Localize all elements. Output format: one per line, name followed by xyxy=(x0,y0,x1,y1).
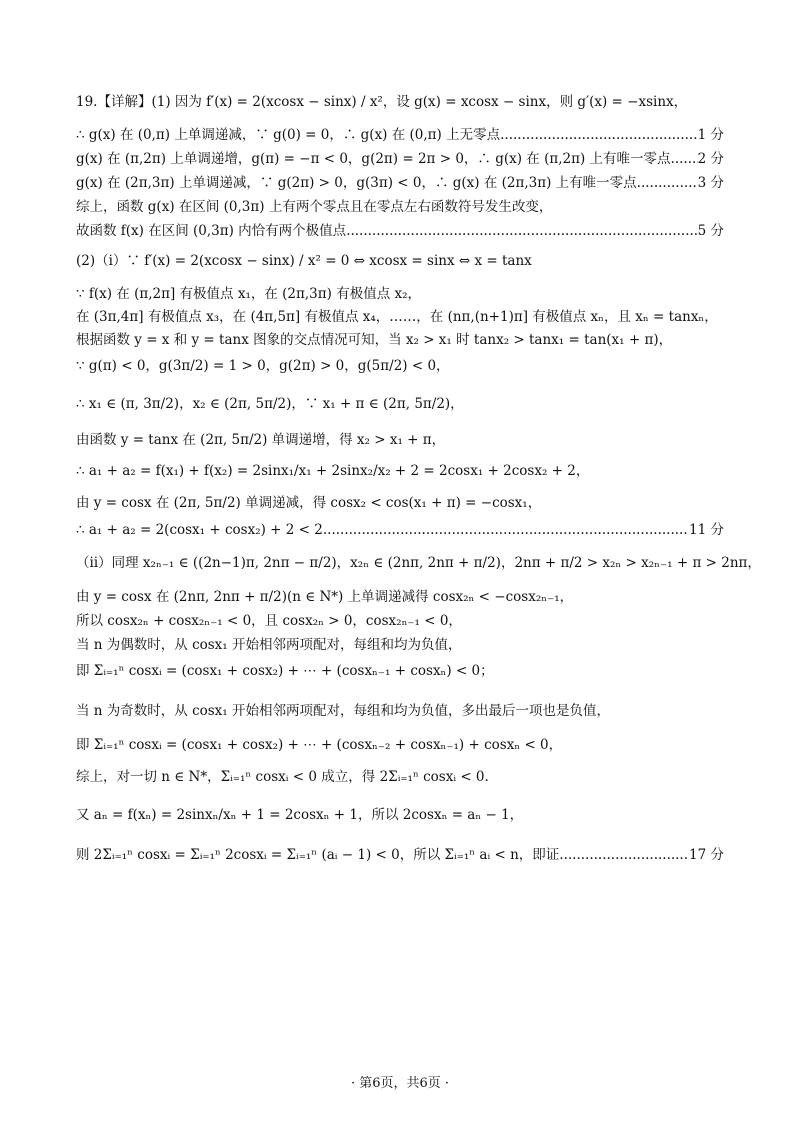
solution-line xyxy=(76,662,724,680)
solution-line xyxy=(76,93,724,111)
score-label: 17 分 xyxy=(689,847,724,863)
solution-line xyxy=(76,612,724,630)
line-text: （ⅱ）同理 x₂ₙ₋₁ ∈ ((2n−1)π, 2nπ − π/2)，x₂ₙ ∈ (2nπ, 2nπ + π/2)，2nπ + π/2 > x₂ₙ > x₂ₙ₋₁ + π > 2nπ， xyxy=(76,555,761,571)
leader-dots xyxy=(323,521,689,539)
solution-line xyxy=(76,702,724,720)
line-text: ∴ x₁ ∈ (π, 3π/2)，x₂ ∈ (2π, 5π/2)，∵ x₁ + π ∈ (2π, 5π/2)， xyxy=(76,396,464,412)
solution-line xyxy=(76,222,724,240)
solution-line xyxy=(76,357,724,375)
score-label: 3 分 xyxy=(697,175,724,191)
solution-line xyxy=(76,636,724,654)
solution-line xyxy=(76,198,724,216)
line-text: 由函数 y = tanx 在 (2π, 5π/2) 单调递增，得 x₂ > x₁ + π， xyxy=(76,432,446,448)
line-text: ∴ a₁ + a₂ = f(x₁) + f(x₂) = 2sinx₁/x₁ + 2sinx₂/x₂ + 2 = 2cosx₁ + 2cosx₂ + 2， xyxy=(76,463,590,479)
solution-line xyxy=(76,521,724,539)
line-text: 即 Σᵢ₌₁ⁿ cosxᵢ = (cosx₁ + cosx₂) + ⋯ + (cosxₙ₋₂ + cosxₙ₋₁) + cosxₙ < 0， xyxy=(76,737,563,753)
solution-line xyxy=(76,395,724,413)
line-text: 根据函数 y = x 和 y = tanx 图象的交点情况可知，当 x₂ > x₁ 时 tanx₂ > tanx₁ = tan(x₁ + π)， xyxy=(76,332,673,348)
solution-line xyxy=(76,285,724,303)
line-text: ∵ g(π) < 0，g(3π/2) = 1 > 0，g(2π) > 0，g(5π/2) < 0， xyxy=(76,358,450,374)
solution-line xyxy=(76,174,724,192)
line-text: 由 y = cosx 在 (2π, 5π/2) 单调递减，得 cosx₂ < cos(x₁ + π) = −cosx₁， xyxy=(76,495,542,511)
leader-dots xyxy=(346,222,697,240)
line-text: 综上，函数 g(x) 在区间 (0,3π) 上有两个零点且在零点左右函数符号发生改变， xyxy=(76,199,553,215)
line-text: 由 y = cosx 在 (2nπ, 2nπ + π/2)(n ∈ N*) 上单调递减得 cosx₂ₙ < −cosx₂ₙ₋₁， xyxy=(76,589,574,605)
line-text: g(x) 在 (2π,3π) 上单调递减，∵ g(2π) > 0，g(3π) < 0，∴ g(x) 在 (2π,3π) 上有唯一零点 xyxy=(76,175,637,191)
line-text: ∴ g(x) 在 (0,π) 上单调递减，∵ g(0) = 0，∴ g(x) 在 (0,π) 上无零点 xyxy=(76,127,501,143)
score-label: 2 分 xyxy=(697,151,724,167)
leader-dots xyxy=(637,174,698,192)
leader-dots xyxy=(671,150,698,168)
solution-line xyxy=(76,252,724,270)
solution-line xyxy=(76,494,724,512)
line-text: ∴ a₁ + a₂ = 2(cosx₁ + cosx₂) + 2 < 2 xyxy=(76,522,323,538)
line-text: ∵ f(x) 在 (π,2π] 有极值点 x₁，在 (2π,3π) 有极值点 x₂， xyxy=(76,286,422,302)
score-label: 11 分 xyxy=(689,522,724,538)
solution-line xyxy=(76,126,724,144)
solution-line xyxy=(76,806,724,824)
line-text: 即 Σᵢ₌₁ⁿ cosxᵢ = (cosx₁ + cosx₂) + ⋯ + (cosxₙ₋₁ + cosxₙ) < 0； xyxy=(76,663,494,679)
line-text: 在 (3π,4π] 有极值点 x₃，在 (4π,5π] 有极值点 x₄，……，在 (nπ,(n+1)π] 有极值点 xₙ，且 xₙ = tanxₙ， xyxy=(76,309,718,325)
solution-line xyxy=(76,588,724,606)
solution-line xyxy=(76,308,724,326)
line-text: 又 aₙ = f(xₙ) = 2sinxₙ/xₙ + 1 = 2cosxₙ + 1，所以 2cosxₙ = aₙ − 1， xyxy=(76,807,524,823)
page-footer: · 第6页，共6页 · xyxy=(350,1076,450,1091)
line-text: 则 2Σᵢ₌₁ⁿ cosxᵢ = Σᵢ₌₁ⁿ 2cosxᵢ = Σᵢ₌₁ⁿ (aᵢ − 1) < 0，所以 Σᵢ₌₁ⁿ aᵢ < n，即证 xyxy=(76,847,560,863)
line-text: 当 n 为偶数时，从 cosx₁ 开始相邻两项配对，每组和均为负值， xyxy=(76,637,462,653)
solution-line xyxy=(76,331,724,349)
solution-line xyxy=(76,462,724,480)
line-text: 当 n 为奇数时，从 cosx₁ 开始相邻两项配对，每组和均为负值，多出最后一项也是负值， xyxy=(76,703,611,719)
solution-line xyxy=(76,150,724,168)
solution-line xyxy=(76,736,724,754)
score-label: 5 分 xyxy=(697,223,724,239)
solution-line xyxy=(76,554,761,572)
solution-line xyxy=(76,846,724,864)
score-label: 1 分 xyxy=(697,127,724,143)
leader-dots xyxy=(559,846,689,864)
line-text: 19.【详解】(1) 因为 f′(x) = 2(xcosx − sinx) / x²，设 g(x) = xcosx − sinx，则 g′(x) = −xsinx， xyxy=(76,94,688,110)
line-text: (2)（ⅰ）∵ f′(x) = 2(xcosx − sinx) / x² = 0 ⇔ xcosx = sinx ⇔ x = tanx xyxy=(76,253,532,269)
line-text: 所以 cosx₂ₙ + cosx₂ₙ₋₁ < 0，且 cosx₂ₙ > 0，cosx₂ₙ₋₁ < 0， xyxy=(76,613,462,629)
solution-line xyxy=(76,431,724,449)
line-text: 故函数 f(x) 在区间 (0,3π) 内恰有两个极值点 xyxy=(76,223,347,239)
leader-dots xyxy=(500,126,698,144)
line-text: 综上，对一切 n ∈ N*，Σᵢ₌₁ⁿ cosxᵢ < 0 成立，得 2Σᵢ₌₁ⁿ cosxᵢ < 0. xyxy=(76,769,489,785)
line-text: g(x) 在 (π,2π) 上单调递增，g(π) = −π < 0，g(2π) = 2π > 0，∴ g(x) 在 (π,2π) 上有唯一零点 xyxy=(76,151,671,167)
solution-line xyxy=(76,768,724,786)
